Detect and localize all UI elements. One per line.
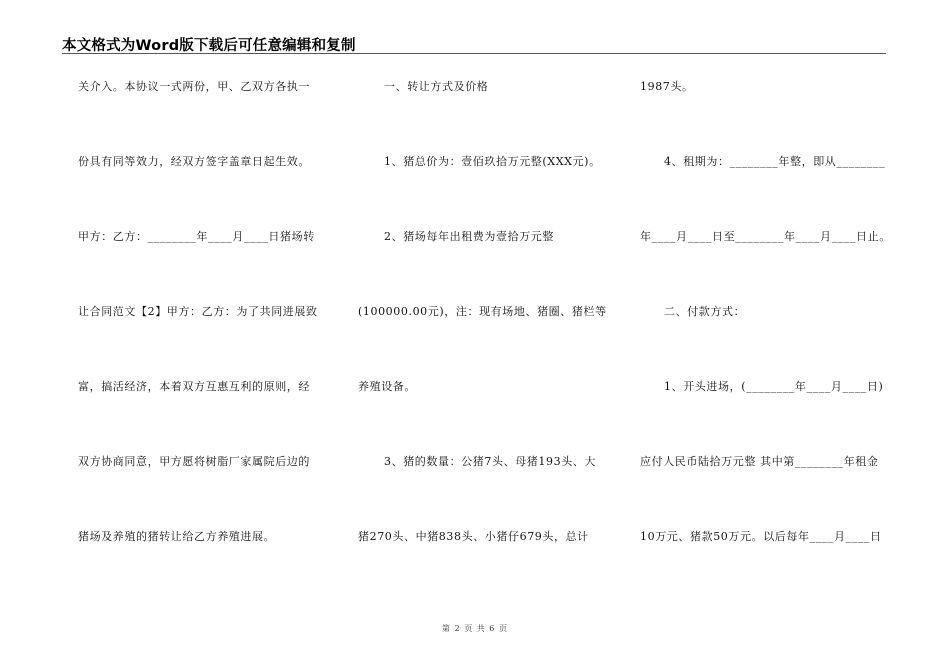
- text-line: (100000.00元)，注：现有场地、猪圈、猪栏等: [358, 305, 607, 318]
- header-divider: [62, 53, 886, 54]
- text-line: 3、猪的数量：公猪7头、母猪193头、大: [384, 455, 596, 468]
- text-line: 让合同范文【2】甲方：乙方：为了共同进展致: [78, 305, 318, 318]
- text-line: 养殖设备。: [358, 380, 416, 393]
- document-header-title: 本文格式为Word版下载后可任意编辑和复制: [62, 38, 356, 54]
- text-line: 应付人民币陆拾万元整 其中第________年租金: [640, 455, 879, 468]
- section-heading: 一、转让方式及价格: [384, 80, 489, 93]
- text-line: 双方协商同意，甲方愿将树脂厂家属院后边的: [78, 455, 310, 468]
- text-line: 富，搞活经济，本着双方互惠互利的原则，经: [78, 380, 310, 393]
- text-line: 甲方：乙方：________年____月____日猪场转: [78, 230, 315, 243]
- text-line: 年____月____日至________年____月____日止。: [640, 230, 891, 243]
- text-line: 4、租期为：________年整，即从________: [664, 155, 886, 168]
- text-line: 关介入。本协议一式两份，甲、乙双方各执一: [78, 80, 310, 93]
- text-line: 猪270头、中猪838头、小猪仔679头，总计: [358, 530, 589, 543]
- text-line: 2、猪场每年出租费为壹拾万元整: [384, 230, 554, 243]
- text-line: 份具有同等效力，经双方签字盖章日起生效。: [78, 155, 310, 168]
- page-number: 第 2 页 共 6 页: [442, 624, 508, 633]
- text-line: 1987头。: [640, 80, 694, 93]
- text-line: 1、猪总价为：壹佰玖拾万元整(XXX元)。: [384, 155, 601, 168]
- section-heading: 二、付款方式：: [664, 305, 746, 318]
- text-line: 猪场及养殖的猪转让给乙方养殖进展。: [78, 530, 276, 543]
- text-line: 1、开头进场，(________年____月____日): [664, 380, 884, 393]
- text-line: 10万元、猪款50万元。以后每年____月____日: [640, 530, 882, 543]
